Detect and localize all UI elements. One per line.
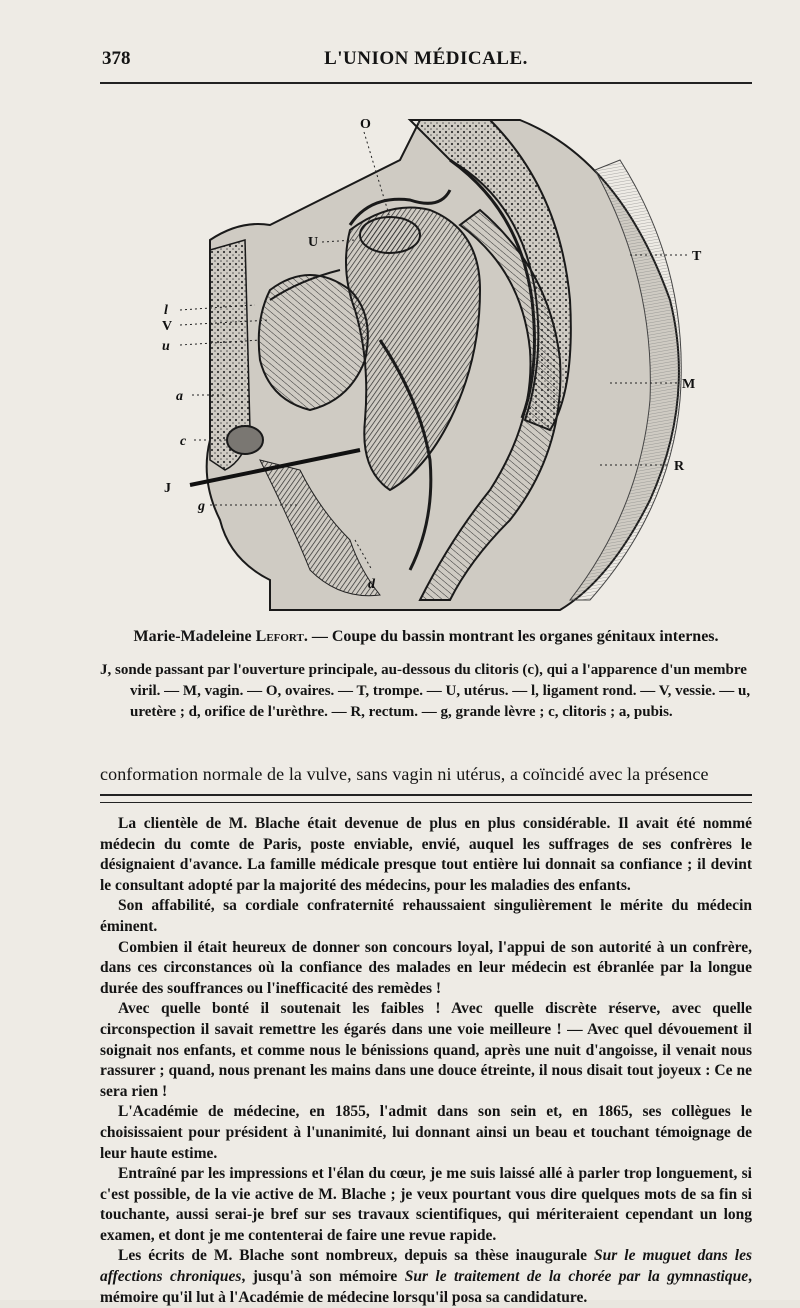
obituary-text xyxy=(100,814,752,1308)
label-u: u xyxy=(162,339,170,354)
clitoris xyxy=(227,426,263,454)
label-J: J xyxy=(164,481,171,496)
label-R: R xyxy=(674,459,685,474)
label-a: a xyxy=(176,389,183,404)
section-divider xyxy=(100,794,752,803)
body-continuation: conformation normale de la vulve, sans vagin ni utérus, a coïncidé avec la présence xyxy=(100,764,709,784)
paragraph: Entraîné par les impressions et l'élan du cœur, je me suis laissé allé à parler trop longuement, si c'est possible, de la vie active de M. Blache ; je veux pourtant vous dire quelques mots de sa fin si touchante, aussi serai-je bref sur ses travaux scientifiques, qui mériteraient cependant un long examen, et dont je me contenterai de faire une revue rapide. xyxy=(100,1165,752,1244)
label-O: O xyxy=(360,117,371,132)
page-number: 378 xyxy=(102,48,131,69)
legend-text: J, sonde passant par l'ouverture principale, au-dessous du clitoris (c), qui a l'apparence d'un membre viril. — M, vagin. — O, ovaires. — T, trompe. — U, utérus. — l, ligament rond. — V, vessie. — u, uretère ; d, orifice de l'urèthre. — R, rectum. — g, grande lèvre ; c, clitoris ; a, pubis. xyxy=(100,662,751,720)
paragraph-mid: , jusqu'à son mémoire xyxy=(241,1268,405,1286)
page-header xyxy=(100,48,752,78)
paragraph-start: Les écrits de M. Blache sont nombreux, depuis sa thèse inaugurale xyxy=(118,1247,595,1265)
thesis-title: Sur le muguet dans les affections chroniques xyxy=(100,1247,753,1286)
caption-name: Marie-Madeleine xyxy=(133,628,256,645)
label-l: l xyxy=(164,303,168,318)
label-U: U xyxy=(308,235,319,250)
paragraph: Son affabilité, sa cordiale confraternité rehaussaient singulièrement le mérite du médecin éminent. xyxy=(100,897,752,935)
ovary xyxy=(360,217,420,253)
paragraph-end: , mémoire qu'il lut à l'Académie de médecine lorsqu'il posa sa candidature. xyxy=(100,1268,752,1306)
memoir-title: Sur le traitement de la chorée par la gymnastique xyxy=(404,1268,749,1286)
paragraph: La clientèle de M. Blache était devenue de plus en plus considérable. Il avait été nommé médecin du comte de Paris, poste enviable, envié, auquel les suffrages de ses confrères le désignaient d'avance. La famille médicale presque tout entière lui donnait sa confiance ; il devint le consultant adopté par la majorité des médecins, pour les maladies des enfants. xyxy=(100,815,752,894)
label-g: g xyxy=(198,499,205,514)
figure-caption xyxy=(100,628,752,646)
figure-legend xyxy=(100,660,752,723)
label-c: c xyxy=(180,434,187,449)
paragraph: Combien il était heureux de donner son concours loyal, l'appui de son autorité à un confrère, dans ces circonstances où la confiance des malades en leur médecin est ébranlée par la longue durée des souffrances ou l'inefficacité des remèdes ! xyxy=(100,938,752,997)
paragraph: L'Académie de médecine, en 1855, l'admit dans son sein et, en 1865, ses collègues le choisissaient pour président à l'unanimité, lui donnant ainsi un beau et touchant témoignage de leur haute estime. xyxy=(100,1103,752,1162)
label-M: M xyxy=(682,377,696,392)
paragraph xyxy=(100,1246,752,1308)
running-title: L'UNION MÉDICALE. xyxy=(324,48,528,69)
anatomical-figure xyxy=(150,100,710,620)
label-d: d xyxy=(368,577,375,592)
paragraph: Avec quelle bonté il soutenait les faibles ! Avec quelle discrète réserve, avec quelle circonspection il savait remettre les égarés dans une voie meilleure ! — Avec quel dévouement il soignait nos enfants, et comme nous le bénissions quand, après une nuit d'angoisse, il venait nous rassurer ; quand, nous prenant les mains dans une douce étreinte, il nous disait tout joyeux : Ce ne sera rien ! xyxy=(100,1000,752,1100)
pelvis-section-engraving xyxy=(150,100,710,620)
label-V: V xyxy=(162,319,173,334)
header-rule xyxy=(100,82,752,84)
caption-title-rest: . — Coupe du bassin montrant les organes génitaux internes. xyxy=(303,628,719,645)
label-T: T xyxy=(692,249,702,264)
caption-surname: Lefort xyxy=(255,628,304,645)
